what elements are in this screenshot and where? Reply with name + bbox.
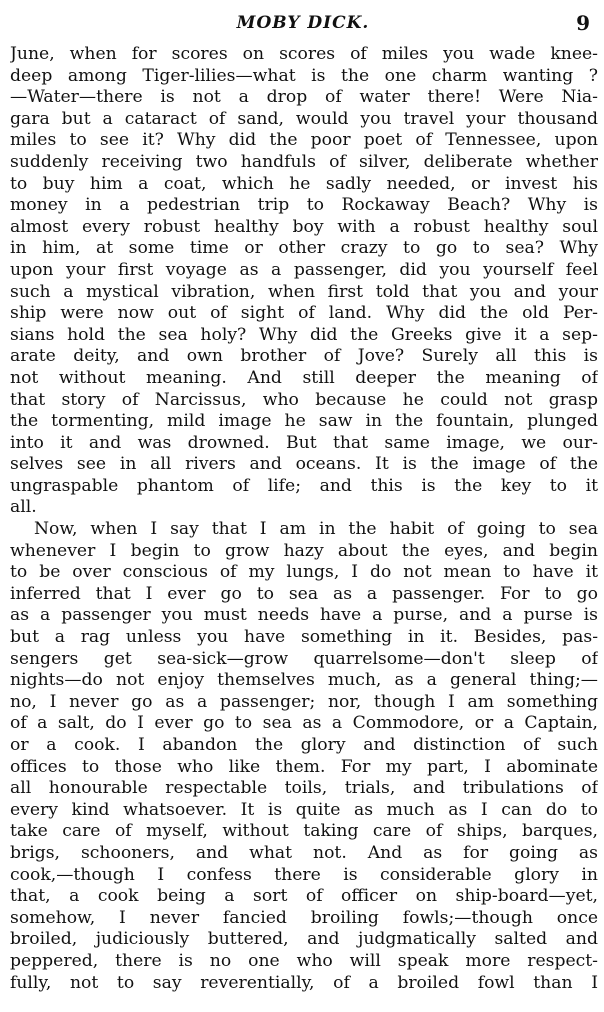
text-line: upon your first voyage as a passenger, did you yourself feel bbox=[10, 259, 598, 280]
body-text bbox=[10, 44, 598, 994]
text-line: ungraspable phantom of life; and this is the key to it bbox=[10, 475, 598, 496]
text-line: broiled, judiciously buttered, and judgmatically salted and bbox=[10, 929, 598, 950]
text-line: whenever I begin to grow hazy about the eyes, and begin bbox=[10, 540, 598, 561]
text-line: ship were now out of sight of land. Why did the old Per- bbox=[10, 303, 598, 324]
text-line: in him, at some time or other crazy to go to sea? Why bbox=[10, 238, 598, 259]
text-line: —Water—there is not a drop of water there! Were Nia- bbox=[10, 87, 598, 108]
text-line: no, I never go as a passenger; nor, though I am something bbox=[10, 691, 598, 712]
text-line: as a passenger you must needs have a purse, and a purse is bbox=[10, 605, 598, 626]
text-line: fully, not to say reverentially, of a broiled fowl than I bbox=[10, 972, 598, 993]
text-line: offices to those who like them. For my part, I abominate bbox=[10, 756, 598, 777]
text-line: into it and was drowned. But that same image, we our- bbox=[10, 432, 598, 453]
text-line: almost every robust healthy boy with a robust healthy soul bbox=[10, 216, 598, 237]
text-line: that, a cook being a sort of officer on ship-board—yet, bbox=[10, 886, 598, 907]
text-line: or a cook. I abandon the glory and distinction of such bbox=[10, 735, 598, 755]
text-line: sians hold the sea holy? Why did the Greeks give it a sep- bbox=[10, 324, 598, 345]
running-title: MOBY DICK. bbox=[236, 13, 370, 33]
text-line: nights—do not enjoy themselves much, as a general thing;— bbox=[10, 670, 598, 691]
text-line: to buy him a coat, which he sadly needed, or invest his bbox=[10, 173, 598, 194]
paragraph-start-line: Now, when I say that I am in the habit of going to sea bbox=[34, 519, 598, 540]
text-line: of a salt, do I ever go to sea as a Commodore, or a Captain, bbox=[10, 713, 598, 734]
text-line: somehow, I never fancied broiling fowls;—though once bbox=[10, 907, 598, 928]
text-line: cook,—though I confess there is considerable glory in bbox=[10, 864, 598, 885]
text-line: money in a pedestrian trip to Rockaway Beach? Why is bbox=[10, 195, 598, 216]
text-line: arate deity, and own brother of Jove? Surely all this is bbox=[10, 346, 598, 367]
text-line: brigs, schooners, and what not. And as for going as bbox=[10, 842, 598, 863]
text-line: selves see in all rivers and oceans. It is the image of the bbox=[10, 454, 598, 475]
text-line: every kind whatsoever. It is quite as much as I can do to bbox=[10, 799, 598, 820]
text-line: the tormenting, mild image he saw in the fountain, plunged bbox=[10, 411, 598, 432]
text-line: suddenly receiving two handfuls of silver, deliberate whether bbox=[10, 151, 598, 172]
text-line: take care of myself, without taking care of ships, barques, bbox=[10, 821, 598, 842]
text-line: not without meaning. And still deeper the meaning of bbox=[10, 367, 598, 388]
text-line: that story of Narcissus, who because he could not grasp bbox=[10, 389, 598, 410]
text-line: to be over conscious of my lungs, I do not mean to have it bbox=[10, 562, 598, 583]
paragraph-end-line: all. bbox=[10, 497, 37, 518]
text-line: sengers get sea-sick—grow quarrelsome—don't sleep of bbox=[10, 648, 598, 669]
text-line: deep among Tiger-lilies—what is the one charm wanting ? bbox=[10, 65, 598, 86]
page-number: 9 bbox=[576, 11, 590, 35]
text-line: all honourable respectable toils, trials, and tribulations of bbox=[10, 778, 598, 799]
text-line: gara but a cataract of sand, would you travel your thousand bbox=[10, 108, 598, 129]
text-line: inferred that I ever go to sea as a passenger. For to go bbox=[10, 583, 598, 604]
text-line: peppered, there is no one who will speak more respect- bbox=[10, 950, 598, 971]
text-line: such a mystical vibration, when first told that you and your bbox=[10, 281, 598, 302]
text-line: but a rag unless you have something in it. Besides, pas- bbox=[10, 627, 598, 648]
page-header bbox=[12, 8, 594, 38]
text-line: June, when for scores on scores of miles you wade knee- bbox=[10, 44, 598, 64]
text-line: miles to see it? Why did the poor poet of Tennessee, upon bbox=[10, 130, 598, 151]
